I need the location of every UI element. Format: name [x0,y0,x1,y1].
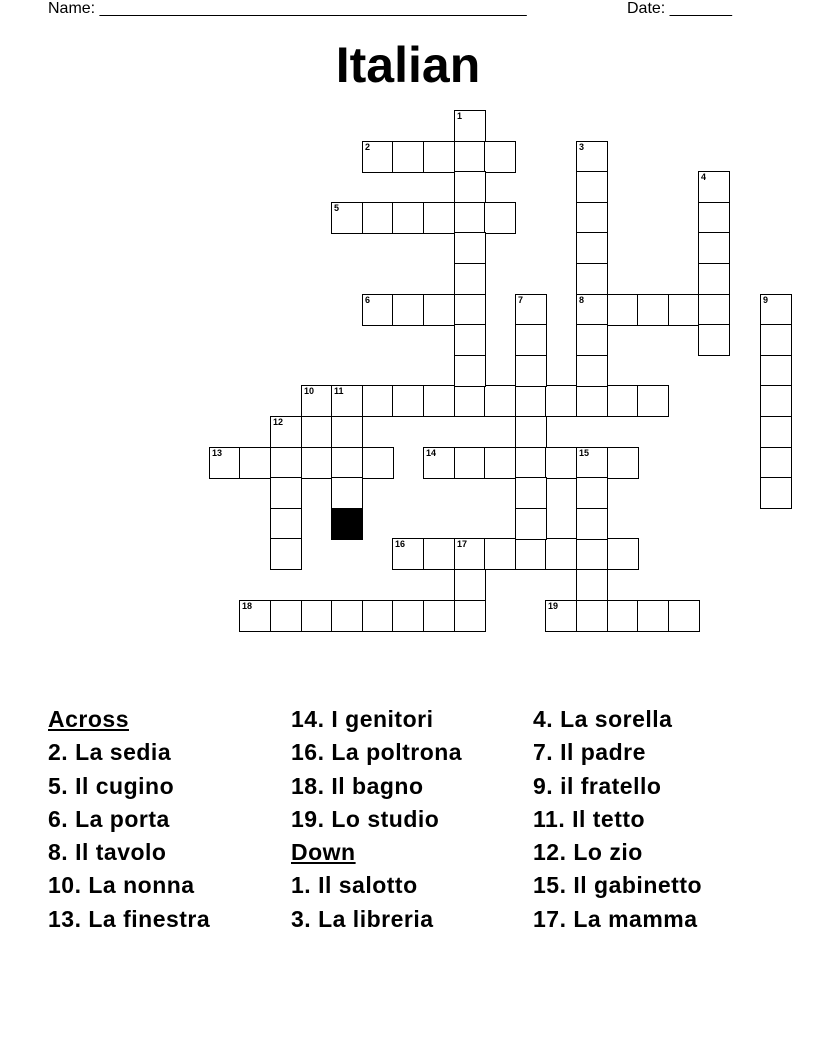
grid-cell[interactable] [301,447,333,479]
grid-cell[interactable] [576,202,608,234]
clue-item: 18. Il bagno [291,772,424,799]
clue-number: 13 [212,448,223,458]
grid-cell[interactable] [515,447,547,479]
clue-item: 10. La nonna [48,872,195,899]
grid-cell[interactable] [270,477,302,509]
grid-cell[interactable] [698,171,730,203]
grid-cell[interactable] [454,294,486,326]
clue-section-heading: Across [48,706,129,732]
grid-cell[interactable] [576,263,608,295]
grid-cell[interactable] [454,141,486,173]
grid-cell[interactable] [576,171,608,203]
grid-cell[interactable] [423,294,455,326]
grid-cell[interactable] [454,202,486,234]
grid-cell[interactable] [484,385,516,417]
clue-number: 1 [457,111,463,121]
grid-cell[interactable] [423,385,455,417]
grid-cell[interactable] [576,600,608,632]
grid-cell[interactable] [576,355,608,387]
clue-column-3 [533,703,702,936]
clue-column-2 [291,703,462,936]
grid-cell[interactable] [607,294,639,326]
clue-number: 7 [518,295,524,305]
name-field-label: Name: ________________________________________________ [48,0,527,17]
grid-cell[interactable] [607,600,639,632]
grid-cell[interactable] [576,232,608,264]
grid-cell[interactable] [515,294,547,326]
grid-cell[interactable] [454,385,486,417]
clue-item: 2. La sedia [48,739,172,766]
grid-cell[interactable] [484,538,516,570]
grid-cell[interactable] [331,202,363,234]
grid-cell[interactable] [270,416,302,448]
grid-cell[interactable] [423,202,455,234]
grid-cell[interactable] [545,600,577,632]
grid-cell[interactable] [484,141,516,173]
clue-item: 6. La porta [48,805,170,832]
grid-cell[interactable] [270,538,302,570]
grid-cell[interactable] [545,447,577,479]
grid-cell[interactable] [515,508,547,540]
clue-item: 8. Il tavolo [48,839,167,866]
grid-cell[interactable] [576,324,608,356]
grid-cell[interactable] [454,447,486,479]
grid-cell[interactable] [423,141,455,173]
grid-cell[interactable] [515,538,547,570]
grid-cell[interactable] [607,538,639,570]
grid-cell[interactable] [515,385,547,417]
grid-cell[interactable] [760,385,792,417]
grid-cell[interactable] [607,447,639,479]
clue-number: 11 [334,386,344,396]
clue-number: 19 [548,601,559,611]
grid-cell[interactable] [484,202,516,234]
grid-cell[interactable] [301,385,333,417]
black-cell [331,508,363,540]
grid-cell[interactable] [270,508,302,540]
grid-cell[interactable] [515,416,547,448]
grid-cell[interactable] [760,355,792,387]
grid-cell[interactable] [270,447,302,479]
grid-cell[interactable] [637,600,669,632]
grid-cell[interactable] [331,416,363,448]
grid-cell[interactable] [209,447,241,479]
grid-cell[interactable] [668,294,700,326]
grid-cell[interactable] [392,600,424,632]
grid-cell[interactable] [331,477,363,509]
grid-cell[interactable] [576,385,608,417]
clue-number: 16 [395,539,406,549]
grid-cell[interactable] [331,385,363,417]
clue-item: 4. La sorella [533,706,673,732]
grid-cell[interactable] [392,294,424,326]
grid-cell[interactable] [760,477,792,509]
grid-cell[interactable] [454,600,486,632]
grid-cell[interactable] [423,447,455,479]
clue-number: 14 [426,448,437,458]
grid-cell[interactable] [515,477,547,509]
grid-cell[interactable] [454,110,486,142]
grid-cell[interactable] [423,600,455,632]
grid-cell[interactable] [362,294,394,326]
clue-number: 15 [579,448,590,458]
grid-cell[interactable] [362,141,394,173]
grid-cell[interactable] [331,600,363,632]
clue-number: 12 [273,417,284,427]
grid-cell[interactable] [760,294,792,326]
clue-number: 3 [579,142,585,152]
grid-cell[interactable] [239,447,271,479]
grid-cell[interactable] [607,385,639,417]
grid-cell[interactable] [392,141,424,173]
clue-item: 13. La finestra [48,905,211,932]
grid-cell[interactable] [515,355,547,387]
grid-cell[interactable] [301,600,333,632]
grid-cell[interactable] [331,447,363,479]
clue-number: 5 [334,203,340,213]
grid-cell[interactable] [576,508,608,540]
grid-cell[interactable] [576,294,608,326]
clue-number: 8 [579,295,585,305]
grid-cell[interactable] [698,294,730,326]
grid-cell[interactable] [362,385,394,417]
grid-cell[interactable] [698,232,730,264]
clue-item: 15. Il gabinetto [533,872,703,899]
clue-item: 5. Il cugino [48,772,175,799]
grid-cell[interactable] [576,538,608,570]
clue-number: 17 [457,539,468,549]
clue-number: 10 [304,386,315,396]
clue-item: 3. La libreria [291,905,434,932]
grid-cell[interactable] [484,447,516,479]
grid-cell[interactable] [760,324,792,356]
grid-cell[interactable] [454,171,486,203]
grid-cell[interactable] [454,324,486,356]
grid-cell[interactable] [637,385,669,417]
grid-cell[interactable] [637,294,669,326]
grid-cell[interactable] [698,324,730,356]
clue-section-heading: Down [291,839,356,866]
grid-cell[interactable] [668,600,700,632]
grid-cell[interactable] [545,538,577,570]
grid-cell[interactable] [362,447,394,479]
grid-cell[interactable] [392,538,424,570]
grid-cell[interactable] [392,385,424,417]
grid-cell[interactable] [454,538,486,570]
grid-cell[interactable] [760,416,792,448]
grid-cell[interactable] [515,324,547,356]
grid-cell[interactable] [454,569,486,601]
grid-cell[interactable] [454,355,486,387]
clue-item: 9. il fratello [533,772,662,799]
grid-cell[interactable] [362,202,394,234]
grid-cell[interactable] [698,202,730,234]
grid-cell[interactable] [239,600,271,632]
grid-cell[interactable] [545,385,577,417]
clue-column-1 [48,703,210,936]
grid-cell[interactable] [576,569,608,601]
clue-item: 14. I genitori [291,706,434,732]
clue-number: 6 [365,295,371,305]
clue-number: 9 [763,295,769,305]
grid-cell[interactable] [760,447,792,479]
grid-cell[interactable] [454,232,486,264]
clue-number: 2 [365,142,371,152]
clue-item: 1. Il salotto [291,872,418,899]
date-field-label: Date: _______ [627,0,732,17]
grid-cell[interactable] [576,141,608,173]
grid-cell[interactable] [576,447,608,479]
clue-item: 19. Lo studio [291,805,440,832]
grid-cell[interactable] [698,263,730,295]
grid-cell[interactable] [362,600,394,632]
grid-cell[interactable] [392,202,424,234]
clue-item: 11. Il tetto [533,805,646,832]
clue-number: 4 [701,172,707,182]
grid-cell[interactable] [423,538,455,570]
grid-cell[interactable] [454,263,486,295]
clue-number: 18 [242,601,253,611]
clue-item: 7. Il padre [533,739,646,766]
clue-item: 12. Lo zio [533,839,643,866]
grid-cell[interactable] [576,477,608,509]
grid-cell[interactable] [270,600,302,632]
clue-item: 17. La mamma [533,905,698,932]
page-title: Italian [335,37,481,93]
clue-item: 16. La poltrona [291,739,463,766]
